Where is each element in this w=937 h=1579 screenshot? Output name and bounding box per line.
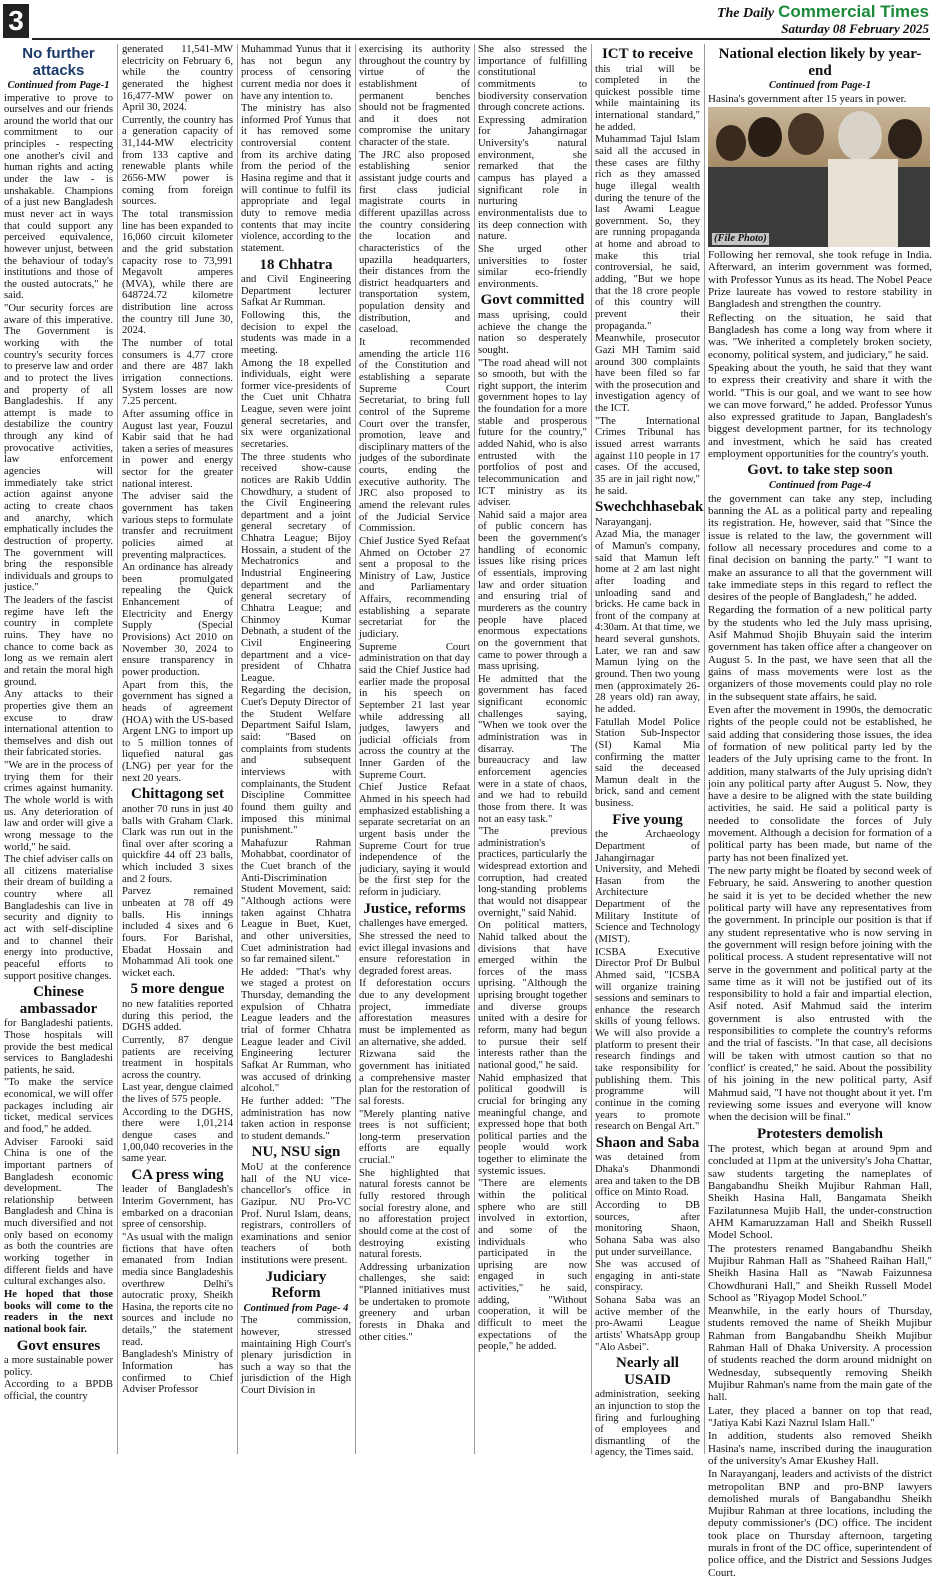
paragraph: The ministry has also informed Prof Yunus that it has removed some controversial content from its archive dating from the period of the Hasina regime and that it will continue to fulfil its appropriate and legal duty to remove media contents that may incite violence, according to the statement. [241, 103, 351, 254]
column-3 [241, 44, 351, 1454]
paragraph: was detained from Dhaka's Dhanmondi area and taken to the DB office on Minto Road. [595, 1152, 701, 1199]
column-6 [595, 44, 704, 1459]
paragraph: Adviser Farooki said China is one of the important partners of Bangladesh economic development. The relationship between Bangladesh and China is much diversified and not only based on economy as both the countries are working together in different fields and have cultural exchanges also. [4, 1136, 113, 1288]
headline: Five young [612, 811, 683, 828]
paragraph: Regarding the decision, Cuet's Deputy Director of the Student Welfare Department Saiful Islam, said: "Based on complaints from students and subsequent interviews with complainants, the Student Discipline Committee found them guilty and imposed this minimal punishment." [241, 685, 351, 837]
paragraph: Mahafuzur Rahman Mohabbat, coordinator of the Cuet branch of the Anti-Discrimination Student Movement, said: "Although actions were taken against Chhatra League in Buet, Kuet, and other universities, Cuet administration had so far remained silent." [241, 837, 351, 966]
paragraph: another 70 runs in just 40 balls with Graham Clark. Clark was run out in the final over after scoring a quickfire 44 off 23 balls, which included 3 sixes and 2 fours. [122, 803, 233, 885]
column-divider [704, 44, 705, 1454]
paragraph: Fatullah Model Police Station Sub-Inspector (SI) Kamal Mia confirming the matter said the deceased Mamun dealt in the brick, sand and cement business. [595, 716, 700, 810]
paragraph: mass uprising, could achieve the change the nation so desperately sought. [478, 309, 587, 356]
headline: Nearly all USAID [616, 1355, 679, 1388]
continued-note: Continued from Page- 4 [243, 1302, 349, 1314]
paragraph: Sohana Saba was an active member of the pro-Awami League artists' WhatsApp group "Alo Asbei". [595, 1295, 700, 1353]
paragraph: According to a BPDB official, the country [4, 1379, 113, 1402]
paragraph: Narayanganj. [595, 516, 652, 528]
column-1 [4, 44, 113, 1454]
paragraph: Muhammad Yunus that it has not begun any process of censoring current media nor does it have any intention to. [241, 44, 351, 102]
headline: Shaon and Saba [595, 1134, 700, 1151]
paragraph: The total transmission line has been expanded to 16,060 circuit kilometer and the grid substation capacity rose to 73,991 Megavolt amperes (MVA), while there are 648724.72 kilometre distribution line across the country till June 30, 2024. [122, 208, 233, 337]
paragraph: An ordinance has already been promulgated repealing the Quick Enhancement of Electricity and Energy Supply (Special Provisions) Act 2010 on November 30, 2024 to ensure transparency in power production. [122, 562, 233, 678]
column-divider [117, 44, 118, 1454]
paragraph: The protesters renamed Bangabandhu Sheikh Mujibur Rahman Hall as "Shaheed Raihan Hall," Sheikh Hasina Hall as "Nawab Faizunnesa Chowdhurani Hall," and Sheikh Russell Model School as "Riyagop Model School." [708, 1242, 932, 1304]
column-2 [122, 44, 233, 1454]
paragraph: Bangladesh's Ministry of Information has confirmed to Chief Adviser Professor [122, 1349, 233, 1396]
paragraph: She urged other universities to foster similar eco-friendly environments. [478, 243, 587, 290]
page-number: 3 [3, 4, 29, 38]
paragraph: Meanwhile, prosecutor Gazi MH Tamim said around 300 complaints have been filed so far with the prosecution and investigation agency of the ICT. [595, 333, 700, 415]
news-photo [708, 107, 930, 247]
person-silhouette [748, 117, 782, 157]
column-4 [359, 44, 470, 1454]
column-divider [237, 44, 238, 1454]
paragraph: It recommended amending the article 116 of the Constitution and establishing a separate Supreme Court Secretariat, to bring full control of the Supreme Court over the transfer, promotion, leave and disciplinary matters of the judges of the subordinate courts, ending the executive authority. The JRC also proposed to amend the relevant rules of the Judicial Service Commission. [359, 337, 470, 535]
paragraph: He further added: "The administration has now taken action in response to student demands." [241, 1095, 351, 1142]
masthead-rule [32, 38, 930, 40]
paragraph: administration, seeking an injunction to stop the firing and furloughing of employees and dismantling of the agency, the Times said. [595, 1389, 700, 1459]
paragraph: MoU at the conference hall of the NU vice-chancellor's office in Gazipur. NU Pro-VC Prof. Nurul Islam, deans, registrars, controllers of examinations and senior teachers of both institutions were present. [241, 1161, 351, 1267]
person-silhouette [716, 125, 746, 161]
paragraph: Chief Justice Refaat Ahmed in his speech had emphasized establishing a separate secretariat on an urgent basis under the Supreme Court for true independence of the judiciary, saying it would be the first step for the reform in judiciary. [359, 782, 470, 899]
paragraph: and Civil Engineering Department lecturer Safkat Ar Rumman. [241, 274, 351, 309]
masthead [0, 0, 937, 40]
paragraph: Later, they placed a banner on top that read, "Jatiya Kabi Kazi Nazrul Islam Hall." [708, 1404, 932, 1429]
paragraph: "To make the service economical, we will offer packages including air ticket, medical services and food," he added. [4, 1077, 113, 1135]
headline: No further attacks [22, 45, 95, 79]
paragraph: Azad Mia, the manager of Mamun's company, said that Mamun left home at 2 am last night after loading and unloading sand and bricks. He came back in front of the company at 4:30am. At that time, we heard several gunshots. Later, we ran and saw Mamun lying on the ground. Then two young men (approximately 26-28 years old) ran away, he added. [595, 529, 700, 715]
headline: Govt committed [480, 292, 585, 309]
paragraph: "The previous administration's practices, particularly the widespread extortion and corruption, had created long-standing problems that would not disappear overnight," said Nahid. [478, 826, 587, 919]
paragraph: Parvez remained unbeaten at 78 off 49 balls. His innings included 4 sixes and 6 fours. For Barishal, Ebadat Hossain and Mohammad Ali took one wicket each. [122, 886, 233, 979]
paragraph: leader of Bangladesh's Interim Government, has embarked on a draconian spree of censorship. [122, 1184, 233, 1231]
paragraph: "The International Crimes Tribunal has issued arrest warrants against 110 people in 17 cases. Of the accused, 35 are in jail right now," he said. [595, 415, 700, 497]
paragraph: for Bangladeshi patients. Those hospitals will provide the best medical services to Bangladeshi patients, he said. [4, 1018, 113, 1076]
column-divider [474, 44, 475, 1454]
paragraph: She also stressed the importance of fulfilling constitutional commitments to biodiversity conservation through concrete actions. [478, 44, 587, 114]
paragraph: Nahid said a major area of public concern has been the government's handling of economic issues like rising prices of essentials, improving law and order situation and ensuring trial of murderers as the country people have placed enormous expectations on the government that came to power through a mass uprising. [478, 509, 587, 673]
paragraph: Regarding the formation of a new political party by the students who led the July mass uprising, Asif Mahmud Shojib Bhuyain said the interim government has taken office after a changeover on August 5. In the past, we have seen that all the gains of mass movements were lost as the organizers of those movements could play no role in the subsequent state affairs, he said. [708, 604, 932, 703]
headline: CA press wing [131, 1166, 224, 1183]
person-silhouette [788, 113, 824, 155]
person-silhouette [888, 119, 922, 159]
headline: Chittagong set [131, 786, 224, 803]
paragraph: challenges have emerged. [359, 918, 468, 930]
paragraph: Meanwhile, in the early hours of Thursday, students removed the name of Sheikh Mujibur Rahman from Bangabandhu Sheikh Mujibur Rahman Hall of Dhaka University. A procession of students reached the dorm around midnight on Wednesday, subsequently removing Sheikh Mujibur Rahman's name from the main gate of the hall. [708, 1305, 932, 1404]
headline: National election likely by year-end [718, 46, 922, 79]
paragraph: Among the 18 expelled individuals, eight were former vice-presidents of the Cuet unit Chhatra League, seven were joint general secretaries, and six were organizational secretaries. [241, 357, 351, 450]
paragraph: She stressed the need to evict illegal invasions and ensure reforestation in degraded forest areas. [359, 930, 470, 977]
headline: 18 Chhatra [259, 256, 333, 273]
photo-subject-garment [828, 159, 898, 247]
paragraph: Addressing urbanization challenges, she said: "Planned initiatives must be undertaken to promote greenery and urban forests in Dhaka and other cities." [359, 1261, 470, 1343]
paragraph: Muhammad Tajul Islam said all the accused in these cases are filthy rich as they amassed huge illegal wealth during the tenure of the last Awami League government. So, they are running propaganda at home and abroad to make this trial controversial, he said, adding, "But we hope that the 18 crore people of this country will prevent their propaganda." [595, 134, 700, 332]
paragraph: The number of total consumers is 4.77 crore and there are 487 lakh irrigation connections. System losses are now 7.25 percent. [122, 338, 233, 408]
paragraph: If deforestation occurs due to any development project, immediate afforestation measures must be implemented as an alternative, she added. [359, 978, 470, 1048]
headline: Govt ensures [16, 1337, 101, 1354]
paragraph: a more sustainable power policy. [4, 1355, 113, 1378]
paragraph: Following her removal, she took refuge in India. Afterward, an interim government was formed, with Professor Yunus as its head. The Nobel Peace Prize laureate has vowed to restore stability in Bangladesh and strengthen the country. [708, 249, 932, 311]
paragraph: imperative to prove to ourselves and our friends around the world that our commitment to our principles - respecting one another's civil and human rights and acting under the law - is unshakable. Champions of a just new Bangladesh must never act in ways that could support any perceived equivalence, however unjust, between the behaviour of today's institutions and those of the ousted autocrats," he said. [4, 92, 113, 302]
paragraph: Apart from this, the government has signed a heads of agreement (HOA) with the US-based Argent LNG to import up to 5 million tonnes of liquefied natural gas (LNG) per year for the next 20 years. [122, 679, 233, 784]
photo-caption: (File Photo) [714, 233, 767, 245]
paragraph: In addition, students also removed Sheikh Hasina's name, inscribed during the inauguration of the university's Amar Ekushey Hall. [708, 1430, 932, 1467]
paragraph: She highlighted that natural forests cannot be fully restored through social forestry alone, and no afforestation project should come at the cost of destroying existing natural forests. [359, 1167, 470, 1261]
paragraph: ICSBA Executive Director Prof Dr Bulbul Ahmed said, "ICSBA will organize training sessions and seminars to enhance the research skills of young fellows. We will also provide a platform to present their research findings and take responsibility for publishing them. This programme will continue in the coming years to promote research on Bengal Art." [595, 946, 700, 1133]
paragraph: He hoped that those books will come to the readers in the next national book fair. [4, 1288, 113, 1335]
paragraph: Currently, 87 dengue patients are receiving treatment in hospitals across the country. [122, 1034, 233, 1081]
paragraph: generated 11,541-MW electricity on February 6, while the country generated the highest 16,477-MW power on April 30, 2024. [122, 44, 233, 114]
headline: ICT to receive [601, 46, 694, 62]
paragraph: Supreme Court administration on that day said the Chief Justice had earlier made the proposal in his speech on September 21 last year while addressing all judges, lawyers and judicial officials from across the country at the Inner Garden of the Supreme Court. [359, 641, 470, 781]
headline: Govt. to take step soon [747, 462, 893, 479]
headline: Swechchhasebak [595, 499, 704, 516]
paragraph: exercising its authority throughout the country by virtue of the establishment of permanent benches should not be fragmented and it does not compromise the unitary character of the state. [359, 44, 470, 149]
paragraph: The adviser said the government has taken various steps to formulate transfer and recruitment policies aimed at preventing malpractices. [122, 491, 233, 561]
paragraph: The chief adviser calls on all citizens materialise their dream of building a country where all Bangladeshis can live in security and dignity to act with self-discipline and to channel their energy into productive, peaceful efforts to support positive changes. [4, 854, 113, 982]
paragraph: Currently, the country has a generation capacity of 31,144-MW electricity from 133 captive and renewable plants while 2656-MW power is coming from foreign sources. [122, 114, 233, 208]
headline: Judiciary Reform [265, 1268, 327, 1302]
paragraph: After assuming office in August last year, Fouzul Kabir said that he had taken a series of measures in power and energy sector for the greater national interest. [122, 408, 233, 490]
paragraph: On political matters, Nahid talked about the divisions that have emerged within the forces of the mass uprising. "Although the uprising brought together and diverse groups united with a desire for reform, many had begun to pursue their self interests rather than the national good," he said. [478, 920, 587, 1071]
paragraph: "Our security forces are aware of this imperative. The Government is working with the country's security forces to preserve law and order and to protect the lives and property of all Bangladeshis. If any attempt is made to destabilize the country through any kind of provocative activities, law enforcement agencies will immediately take strict action against anyone acting to create chaos and anarchy, which emphatically includes the destruction of property. The government will bring the responsible individuals and groups to justice." [4, 303, 113, 594]
paragraph: The commission, however, stressed maintaining High Court's plenary jurisdiction in such a way so that the jurisdiction of the High Court Division in [241, 1315, 351, 1397]
column-divider [355, 44, 356, 1454]
paragraph: Following this, the decision to expel the students was made in a meeting. [241, 309, 351, 356]
paragraph: According to the DGHS, there were 1,01,214 dengue cases and 1,00,040 recoveries in the same year. [122, 1106, 233, 1165]
paragraph: Expressing admiration for Jahangirnagar University's natural environment, she remarked that the campus has played a significant role in nurturing environmentalists due to its deep connection with nature. [478, 114, 587, 243]
paragraph: "Merely planting native trees is not sufficient; long-term preservation efforts are equally crucial." [359, 1108, 470, 1167]
headline: Chinese ambassador [19, 984, 98, 1017]
paragraph: "There are elements within the political sphere who are still involved in extortion, and some of the individuals who participated in the uprising are now engaged in such activities," he said, adding, "Without cooperation, it will be difficult to meet the expectations of the people," he added. [478, 1178, 587, 1353]
paragraph: The protest, which began at around 9pm and concluded at 11pm at the university's Joha Chattar, saw students targeting the nameplates of Bangabandhu Sheikh Mujibur Rahman Hall, Sheikh Hasina Hall, Bangamata Sheikh Fazilatunnesa Mujib Hall, the under-construction AHM Kamaruzzaman Hall and Sheikh Russell Model School. [708, 1143, 932, 1242]
continued-note: Continued from Page-4 [768, 479, 872, 491]
headline: 5 more dengue [130, 981, 225, 998]
continued-note: Continued from Page-1 [7, 80, 110, 91]
headline: NU, NSU sign [251, 1144, 341, 1161]
paragraph: Rizwana said the government has initiated a comprehensive master plan for the restoration of sal forests. [359, 1049, 470, 1107]
paragraph: The JRC also proposed establishing senior assistant judge courts and first class judicial magistrate courts in different upazillas across the country considering the location and characteristics of the upazilla headquarters, their distances from the district headquarters and transportation system, population density and distribution, and caseload. [359, 149, 470, 336]
paragraph: the Archaeology Department of Jahangirnagar University, and Mehedi Hasan from the Architecture Department of the Military Institute of Science and Technology (MIST). [595, 829, 700, 945]
continued-note: Continued from Page-1 [768, 80, 872, 91]
paragraph: no new fatalities reported during this period, the DGHS added. [122, 998, 233, 1034]
paragraph: The leaders of the fascist regime have left the country in complete ruins. They have no chance to come back as long as we remain alert and retain the moral high ground. [4, 595, 113, 688]
paragraph: Last year, dengue claimed the lives of 575 people. [122, 1082, 233, 1106]
headline: Protesters demolish [757, 1125, 883, 1142]
paragraph: Chief Justice Syed Refaat Ahmed on October 27 sent a proposal to the Ministry of Law, Justice and Parliamentary Affairs, recommending establishing a separate secretariat for the judiciary. [359, 535, 470, 641]
brand-logo [717, 2, 929, 22]
paragraph: Even after the movement in 1990s, the democratic rights of the people could not be established, he said adding that considering those issues, the idea of formation of new political party led by the leaders of the July uprising came to the front. In addition, many stalwarts of the July uprising didn't join any political party after August 5. Now, they have a desire to be aligned with the state building activities, he said. He said a political party is needed to consolidate the forces of July movement. Although a decision for formation of a political party has been made, but name of the party has not been finalized yet. [708, 703, 932, 864]
paragraph: "The road ahead will not so smooth, but with the right support, the interim government hopes to lay the foundation for a more stable and prosperous future for the country," added Nahid, who is also entrusted with the portfolios of post and telecommunication and ICT ministry as its adviser. [478, 357, 587, 509]
person-silhouette [838, 111, 882, 161]
brand-name: Commercial Times [778, 2, 929, 21]
paragraph: In Narayanganj, leaders and activists of the district metropolitan BNP and pro-BNP lawyers demolished murals of Bangabandhu Sheikh Mujibur Rahman at three locations, including the deputy commissioner's (DC) office. The incident took place on Thursday afternoon, targeting murals in front of the DC office, superintendent of police office, and the District and Sessions Judges Court. [708, 1468, 932, 1579]
brand-prefix: The Daily [716, 6, 775, 21]
column-7 [708, 44, 932, 1579]
paragraph: Speaking about the youth, he said that they want to express their creativity and share it with the world. "This is our goal, and we want to see how we can move forward," he added. Professor Yunus also expressed gratitude to Japan, Bangladesh's biggest development partner, for its technology and investment, which he said has created employment opportunities for the country's youth. [708, 361, 932, 461]
issue-date: Saturday 08 February 2025 [781, 21, 929, 36]
paragraph: this trial will be completed in the quickest possible time while maintaining its international standard," he added. [595, 63, 700, 133]
paragraph: According to DB sources, after monitoring Shaon, Sohana Saba was also put under surveillance. [595, 1199, 700, 1258]
headline: Justice, reforms [363, 900, 466, 917]
paragraph: The three students who received show-cause notices are Rakib Uddin Chowdhury, a student of the Civil Engineering department and a joint general secretary of Chhatra League; Bijoy Hossain, a student of the Mechatronics and Industrial Engineering department and the general secretary of Chhatra League; and Chinmoy Kumar Debnath, a student of the Civil Engineering department and a vice-president of Chhatra League. [241, 451, 351, 684]
paragraph: He admitted that the government has faced significant economic challenges saying, "When we took over the administration was in disarray. The bureaucracy and law enforcement agencies were in a state of chaos, and we had to rebuild those from there. It was not an easy task." [478, 673, 587, 825]
column-divider [591, 44, 592, 1454]
paragraph: She was accused of engaging in anti-state conspiracy. [595, 1259, 700, 1294]
paragraph: The new party might be floated by second week of February, he said. Answering to another question he said it is yet to be decided whether the new political party will have any representatives from the government. In principle our position is that if any student representative who is now serving in the government will resign before joining with the political process. A student representative will not serve in the government and political party at the same time as it will not be justified out of its responsibility to hold a fair and impartial election, Asif noted. Asif Mahmud said the interim government is also entrusted with the responsibilities to complete the country's reforms and the trial of fascists. "In that case, all decisions will be taken with utmost caution so that no 'conflict' is created," he said. About the possibility of his joining in the new political party, Asif Mahmud said, "I have not thought about it yet. I'm reviewing some issues and everyone will know when the decision will be final." [708, 865, 932, 1124]
paragraph: He added: "That's why we staged a protest on Thursday, demanding the expulsion of Chhatra League leaders and the trial of former Chhatra League leader and Civil Engineering lecturer Safkat Ar Rumman, who was accused of drinking alcohol." [241, 966, 351, 1095]
paragraph: Any attacks to their properties give them an excuse to draw international attention to themselves and dish out their fabricated stories. [4, 689, 113, 759]
paragraph: "We are in the process of trying them for their crimes against humanity. The whole world is with us. Any deterioration of law and order will give a wrong message to the world," he said. [4, 760, 113, 853]
column-5 [478, 44, 587, 1454]
paragraph: the government can take any step, including banning the AL as a political party and repealing its registration. He, however, said that "Since the issue is related to the law, the government will follow all necessary procedures and come to a final decision on banning the party." "I want to make an assurance to all that the government will take immediate steps in this regard to reflect the desires of the people of Bangladesh," he added. [708, 492, 932, 604]
paragraph: Nahid emphasized that political goodwill is crucial for bringing any meaningful change, and expressed hope that both political parties and the people would work together to eliminate the systemic issues. [478, 1072, 587, 1177]
paragraph: Reflecting on the situation, he said that Bangladesh has come a long way from where it was. "We inherited a completely broken society, economy, political system, and judiciary," he said. [708, 311, 932, 361]
paragraph: "As usual with the malign fictions that have often emanated from Indian media since Bangladeshis overthrew Delhi's autocratic proxy, Sheikh Hasina, the reports cite no sources and include no details," the statement read. [122, 1232, 233, 1348]
paragraph: Hasina's government after 15 years in power. [708, 92, 907, 105]
